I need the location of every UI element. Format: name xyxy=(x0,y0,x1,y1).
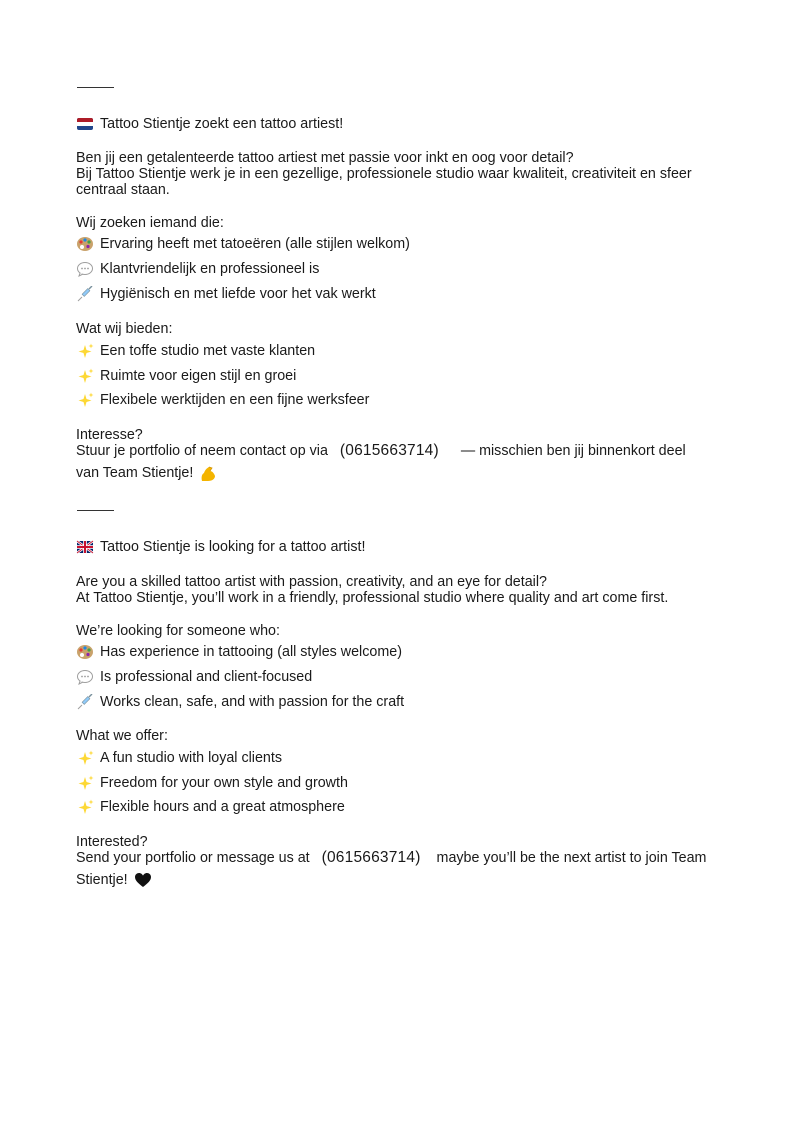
nl-offer-text: Ruimte voor eigen stijl en groei xyxy=(100,368,297,384)
sparkles-icon xyxy=(76,775,94,791)
nl-phone-number: (0615663714) xyxy=(339,442,439,459)
en-cta-line xyxy=(76,849,706,867)
flexed-biceps-icon xyxy=(199,465,217,481)
nl-cta-end xyxy=(76,464,223,482)
nl-seeking-text: Klantvriendelijk en professioneel is xyxy=(100,261,320,277)
sparkles-icon xyxy=(76,799,94,815)
nl-offer-text: Flexibele werktijden en een fijne werksfeer xyxy=(100,392,370,408)
en-heading-text: Tattoo Stientje is looking for a tattoo artist! xyxy=(100,539,366,555)
nl-offer-item xyxy=(76,367,296,385)
en-seeking-item xyxy=(76,668,312,686)
nl-seeking-text: Ervaring heeft met tatoeëren (alle stijlen welkom) xyxy=(100,236,410,252)
en-offer-item xyxy=(76,798,345,816)
syringe-icon xyxy=(76,286,94,302)
nl-heading-text: Tattoo Stientje zoekt een tattoo artiest! xyxy=(100,116,344,132)
en-intro-line-2: At Tattoo Stientje, you’ll work in a friendly, professional studio where quality and art come first. xyxy=(76,590,669,606)
palette-icon xyxy=(76,644,94,660)
en-interest-title: Interested? xyxy=(76,834,148,850)
nl-seeking-item xyxy=(76,285,376,303)
en-cta-end-text: Stientje! xyxy=(76,872,128,888)
divider-top xyxy=(77,87,114,88)
nl-intro-line-2: Bij Tattoo Stientje werk je in een gezellige, professionele studio waar kwaliteit, creativiteit en sfeer xyxy=(76,166,692,182)
nl-offer-title: Wat wij bieden: xyxy=(76,321,173,337)
en-cta-end xyxy=(76,871,158,889)
en-offer-item xyxy=(76,774,348,792)
nl-intro-line-1: Ben jij een getalenteerde tattoo artiest met passie voor inkt en oog voor detail? xyxy=(76,150,574,166)
nl-intro-line-3: centraal staan. xyxy=(76,182,170,198)
en-offer-title: What we offer: xyxy=(76,728,168,744)
sparkles-icon xyxy=(76,750,94,766)
en-phone-number: (0615663714) xyxy=(321,849,421,866)
palette-icon xyxy=(76,236,94,252)
nl-cta-end-text: van Team Stientje! xyxy=(76,465,194,481)
sparkles-icon xyxy=(76,392,94,408)
sparkles-icon xyxy=(76,368,94,384)
syringe-icon xyxy=(76,694,94,710)
nl-cta-line xyxy=(76,442,686,460)
en-seeking-title: We’re looking for someone who: xyxy=(76,623,280,639)
speech-bubble-icon xyxy=(76,669,94,685)
nl-heading xyxy=(76,115,343,133)
speech-bubble-icon xyxy=(76,261,94,277)
en-cta-before: Send your portfolio or message us at xyxy=(76,850,310,866)
black-heart-icon xyxy=(134,872,152,888)
en-offer-text: A fun studio with loyal clients xyxy=(100,750,282,766)
en-seeking-item xyxy=(76,643,402,661)
en-offer-text: Flexible hours and a great atmosphere xyxy=(100,799,345,815)
sparkles-icon xyxy=(76,343,94,359)
nl-offer-item xyxy=(76,342,315,360)
nl-seeking-text: Hygiënisch en met liefde voor het vak werkt xyxy=(100,286,376,302)
nl-seeking-item xyxy=(76,260,319,278)
uk-flag-icon xyxy=(76,539,94,555)
en-intro-line-1: Are you a skilled tattoo artist with passion, creativity, and an eye for detail? xyxy=(76,574,547,590)
nl-offer-text: Een toffe studio met vaste klanten xyxy=(100,343,316,359)
nl-offer-item xyxy=(76,391,369,409)
en-seeking-text: Is professional and client-focused xyxy=(100,669,313,685)
en-cta-after: maybe you’ll be the next artist to join Team xyxy=(436,850,707,866)
en-heading xyxy=(76,538,365,556)
nl-seeking-title: Wij zoeken iemand die: xyxy=(76,215,224,231)
divider-middle xyxy=(77,510,114,511)
nl-seeking-item xyxy=(76,235,410,253)
nl-cta-before: Stuur je portfolio of neem contact op via xyxy=(76,443,328,459)
en-offer-text: Freedom for your own style and growth xyxy=(100,775,348,791)
en-offer-item xyxy=(76,749,282,767)
nl-interest-title: Interesse? xyxy=(76,427,143,443)
en-seeking-text: Has experience in tattooing (all styles welcome) xyxy=(100,644,402,660)
en-seeking-item xyxy=(76,693,404,711)
en-seeking-text: Works clean, safe, and with passion for the craft xyxy=(100,694,405,710)
nl-cta-after: — misschien ben jij binnenkort deel xyxy=(460,443,686,459)
dutch-flag-icon xyxy=(76,116,94,132)
